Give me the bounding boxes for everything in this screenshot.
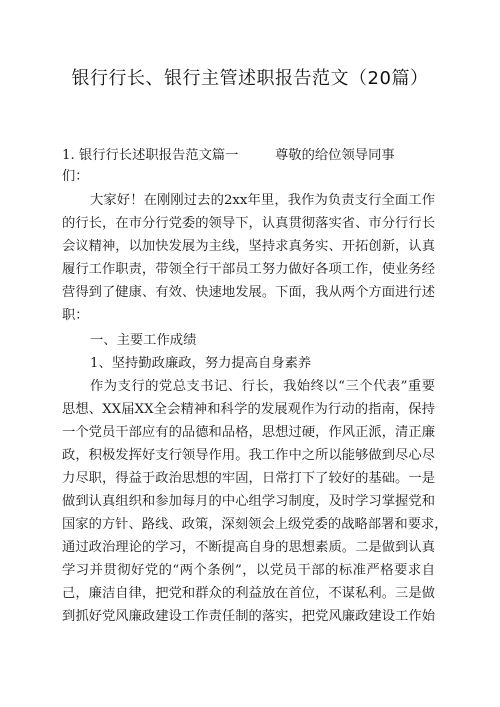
body-line: 的行长，在市分行党委的领导下，认真贯彻落实省、市分行行长 (62, 216, 435, 231)
subsection-title: 1、坚持勤政廉政，努力提高自身素养 (90, 356, 312, 371)
body-line: 通过政治理论的学习，不断提高自身的思想素质。二是做到认真 (62, 540, 435, 555)
body-line: 己，廉洁自律，把党和群众的利益放在首位，不谋私利。三是做 (62, 586, 435, 601)
body-line: 职： (62, 308, 89, 323)
salutation-continued: 们： (62, 169, 89, 184)
body-line: 作为支行的党总支书记、行长，我始终以“三个代表”重要 (90, 379, 435, 394)
body-line: 大家好！在刚刚过去的2xx年里，我作为负责支行全面工作 (90, 193, 435, 208)
body-line: 一个党员干部应有的品德和品格，思想过硬，作风正派，清正廉 (62, 425, 435, 440)
body-line: 到抓好党风廉政建设工作责任制的落实，把党风廉政建设工作始 (62, 609, 435, 624)
body-line: 做到认真组织和参加每月的中心组学习制度，及时学习掌握党和 (62, 494, 435, 509)
section-heading-text: 1. 银行行长述职报告范文篇一 (62, 148, 239, 163)
body-line: 会议精神，以加快发展为主线，坚持求真务实、开拓创新，认真 (62, 239, 435, 254)
section-heading (62, 147, 435, 165)
body-line: 国家的方针、路线、政策，深刻领会上级党委的战略部署和要求， (62, 517, 448, 532)
body-line: 思想、XX届XX全会精神和科学的发展观作为行动的指南，保持 (62, 402, 435, 417)
body-line: 学习并贯彻好党的“两个条例”，以党员干部的标准严格要求自 (62, 563, 435, 578)
body-line: 履行工作职责，带领全行干部员工努力做好各项工作，使业务经 (62, 262, 435, 277)
body-line: 营得到了健康、有效、快速地发展。下面，我从两个方面进行述 (62, 285, 435, 300)
salutation-text: 尊敬的给位领导同事 (275, 148, 395, 163)
document-title: 银行行长、银行主管述职报告范文（20篇） (71, 68, 429, 89)
body-line: 力尽职，得益于政治思想的牢固，日常打下了较好的基础。一是 (62, 471, 435, 486)
body-line: 政，积极发挥好支行领导作用。我工作中之所以能够做到尽心尽 (62, 448, 435, 463)
section-title: 一、主要工作成绩 (90, 333, 197, 348)
